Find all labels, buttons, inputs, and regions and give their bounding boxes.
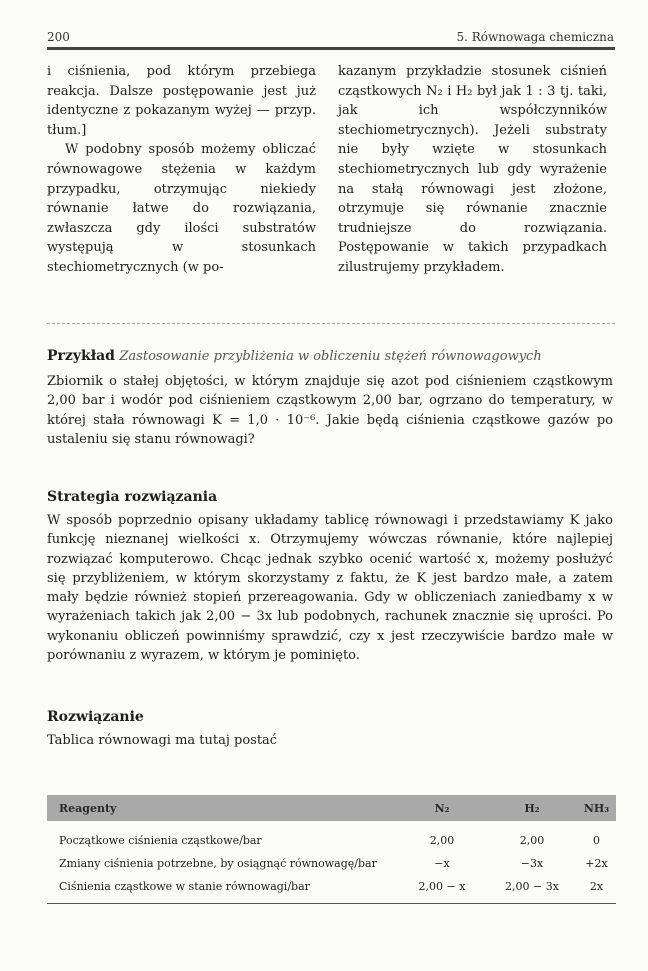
row-label: Zmiany ciśnienia potrzebne, by osiągnąć równowagę/bar xyxy=(59,857,377,870)
cell-h2: 2,00 − 3x xyxy=(505,880,559,893)
page-number: 200 xyxy=(47,30,70,44)
cell-nh3: +2x xyxy=(585,857,608,870)
header-reagents: Reagenty xyxy=(47,795,397,821)
right-column xyxy=(338,62,607,278)
right-paragraph-1: kazanym przykładzie stosunek ciśnień cząstkowych N₂ i H₂ był jak 1 : 3 tj. taki, jak ich współczynników stechiometrycznych). Jeżeli substraty nie były wzięte w stosunkach stechiometrycznych lub gdy wyrażenie na stałą równowagi jest złożone, otrzymuje się równanie znacznie trudniejsze do rozwiązania. Postępowanie w takich przypadkach zilustrujemy przykładem. xyxy=(338,64,607,275)
strategy-heading: Strategia rozwiązania xyxy=(47,489,218,505)
example-title: Zastosowanie przybliżenia w obliczeniu stężeń równowagowych xyxy=(119,349,542,364)
header-n2: N₂ xyxy=(397,795,487,821)
table-row xyxy=(47,821,616,852)
table-header-row xyxy=(47,795,616,821)
cell-n2: 2,00 xyxy=(429,834,455,847)
header-nh3: NH₃ xyxy=(577,795,616,821)
strategy-body: W sposób poprzednio opisany układamy tablicę równowagi i przedstawiamy K jako funkcję nieznanej wielkości x. Otrzymujemy wówczas równanie, które najlepiej rozwiązać komputerowo. Chcąc jednak szybko ocenić wartość x, możemy posłużyć się przybliżeniem, w którym skorzystamy z faktu, że K jest bardzo małe, a zatem mały będzie również stopień przereagowania. Gdy w obliczeniach zaniedbamy x w wyrażeniach takich jak 2,00 − 3x lub podobnych, rachunek znacznie się uprości. Po wykonaniu obliczeń powinniśmy sprawdzić, czy x jest rzeczywiście bardzo małe w porównaniu z wyrazem, w którym je pominięto. xyxy=(47,513,613,664)
left-paragraph-1: i ciśnienia, pod którym przebiega reakcja. Dalsze postępowanie jest już identyczne z pokazanym wyżej — przyp. tłum.] xyxy=(47,64,316,138)
cell-n2: 2,00 − x xyxy=(418,880,466,893)
cell-h2: −3x xyxy=(520,857,544,870)
equilibrium-table xyxy=(47,795,616,898)
example-body: Zbiornik o stałej objętości, w którym znajduje się azot pod ciśnieniem cząstkowym 2,00 bar i wodór pod ciśnieniem cząstkowym 2,00 bar, ogrzano do temperatury, w której stała równowagi K = 1,0 · 10⁻⁶. Jakie będą ciśnienia cząstkowe gazów po ustaleniu się stanu równowagi? xyxy=(47,374,613,447)
solution-intro: Tablica równowagi ma tutaj postać xyxy=(47,733,278,748)
cell-h2: 2,00 xyxy=(519,834,545,847)
chapter-title: 5. Równowaga chemiczna xyxy=(456,30,614,44)
table-row xyxy=(47,875,616,898)
table-row xyxy=(47,852,616,875)
table-bottom-rule xyxy=(47,903,616,904)
header-rule xyxy=(47,47,615,50)
header-h2: H₂ xyxy=(487,795,577,821)
cell-nh3: 2x xyxy=(589,880,604,893)
example-heading xyxy=(47,348,542,364)
example-label: Przykład xyxy=(47,348,115,364)
cell-nh3: 0 xyxy=(593,834,600,847)
row-label: Początkowe ciśnienia cząstkowe/bar xyxy=(59,834,262,847)
section-divider xyxy=(47,323,615,324)
solution-heading: Rozwiązanie xyxy=(47,709,144,725)
cell-n2: −x xyxy=(434,857,450,870)
left-paragraph-2: W podobny sposób możemy obliczać równowagowe stężenia w każdym przypadku, otrzymując niekiedy równanie łatwe do rozwiązania, zwłaszcza gdy ilości substratów występują w stosunkach stechiometrycznych (w po- xyxy=(47,142,316,275)
left-column xyxy=(47,62,316,278)
row-label: Ciśnienia cząstkowe w stanie równowagi/bar xyxy=(59,880,310,893)
